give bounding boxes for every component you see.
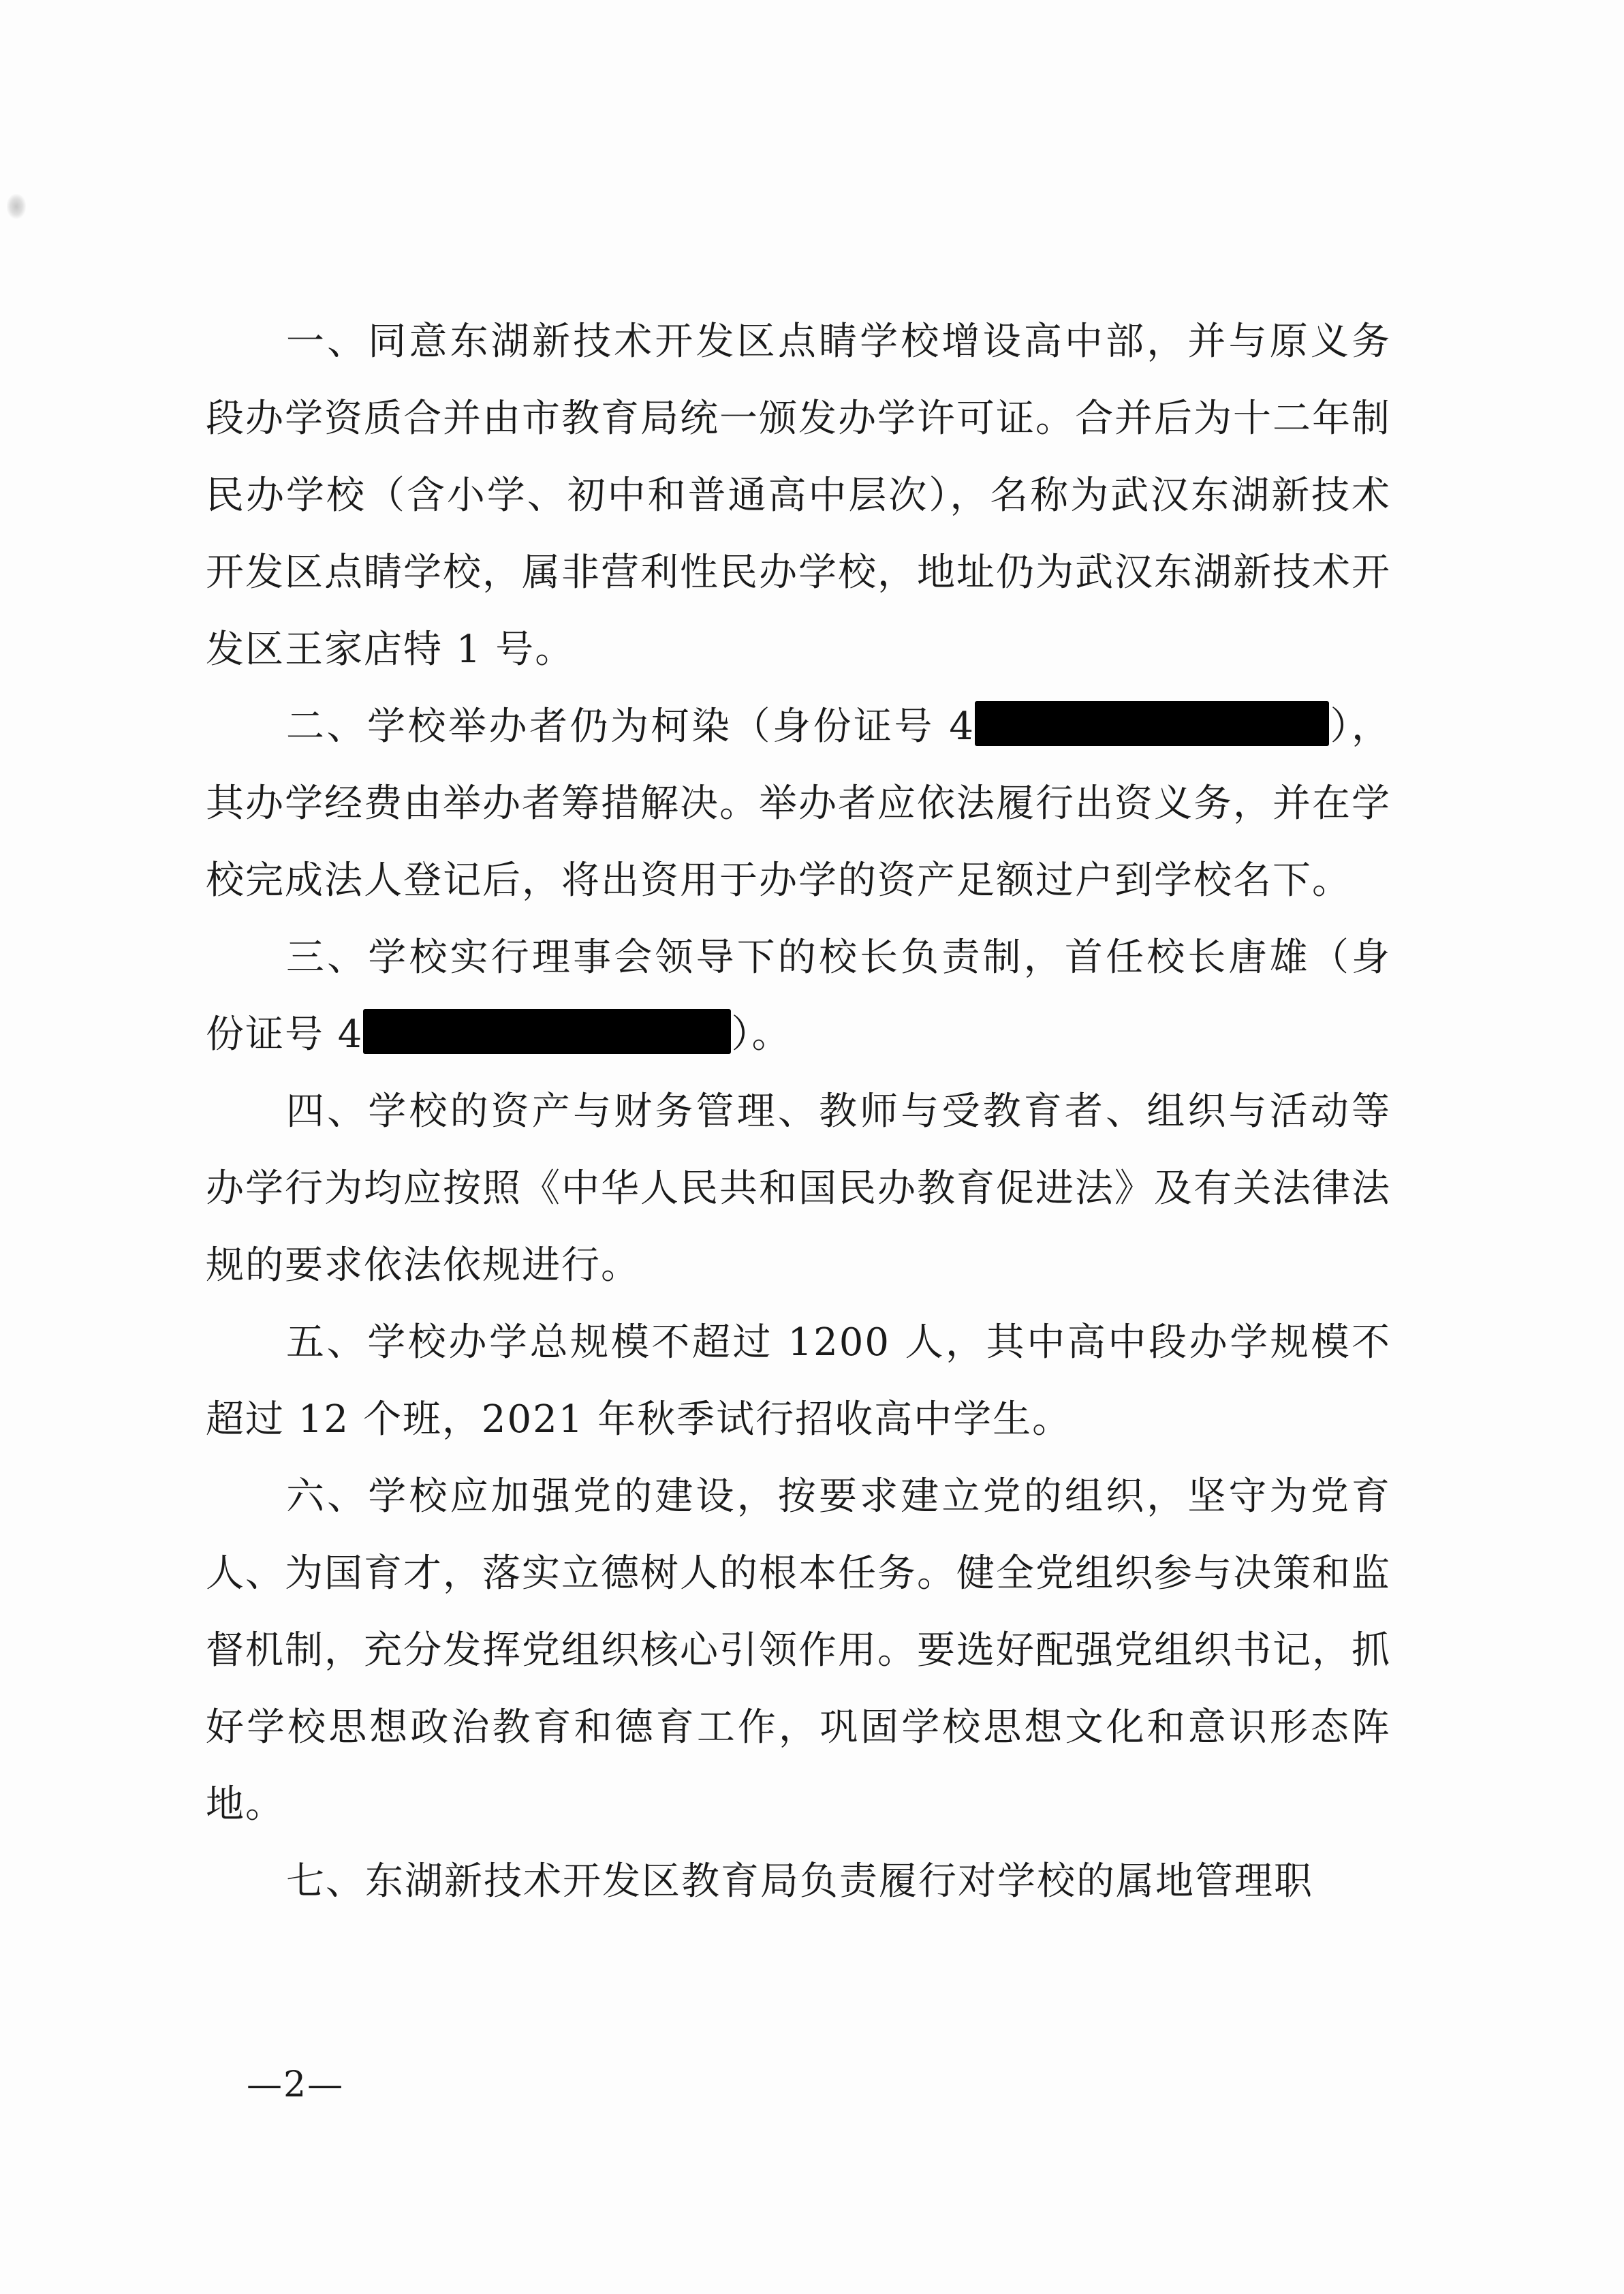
scan-artifact: [7, 194, 26, 219]
paragraph-3-text-before: 三、学校实行理事会领导下的校长负责制，首任校长唐雄（身份证号 4: [206, 935, 1391, 1057]
paragraph-4: 四、学校的资产与财务管理、教师与受教育者、组织与活动等办学行为均应按照《中华人民共和国民办教育促进法》及有关法律法规的要求依法依规进行。: [206, 1089, 1391, 1288]
redaction-bar-id-number-1: [975, 701, 1329, 746]
paragraph-6: 六、学校应加强党的建设，按要求建立党的组织，坚守为党育人、为国育才，落实立德树人的根本任务。健全党组织参与决策和监督机制，充分发挥党组织核心引领作用。要选好配强党组织书记，抓好学校思想政治教育和德育工作，巩固学校思想文化和意识形态阵地。: [206, 1474, 1391, 1827]
page-number: —2—: [247, 2064, 345, 2105]
paragraph-2: [206, 688, 1391, 919]
paragraph-2-text-after: ），其办学经费由举办者筹措解决。举办者应依法履行出资义务，并在学校完成法人登记后，将出资用于办学的资产足额过户到学校名下。: [206, 704, 1392, 903]
paragraph-7: 七、东湖新技术开发区教育局负责履行对学校的属地管理职: [286, 1859, 1313, 1904]
redaction-bar-id-number-2: [363, 1009, 731, 1054]
paragraph-3-text-after: ）。: [731, 1012, 792, 1057]
paragraph-1: 一、同意东湖新技术开发区点睛学校增设高中部，并与原义务段办学资质合并由市教育局统一颁发办学许可证。合并后为十二年制民办学校（含小学、初中和普通高中层次），名称为武汉东湖新技术开发区点睛学校，属非营利性民办学校，地址仍为武汉东湖新技术开发区王家店特 1 号。: [206, 320, 1391, 672]
paragraph-3: [206, 919, 1391, 1073]
paragraph-5: 五、学校办学总规模不超过 1200 人，其中高中段办学规模不超过 12 个班，2021 年秋季试行招收高中学生。: [206, 1320, 1391, 1442]
paragraph-2-text-before: 二、学校举办者仍为柯染（身份证号 4: [286, 704, 975, 749]
document-body: [206, 303, 1391, 1920]
